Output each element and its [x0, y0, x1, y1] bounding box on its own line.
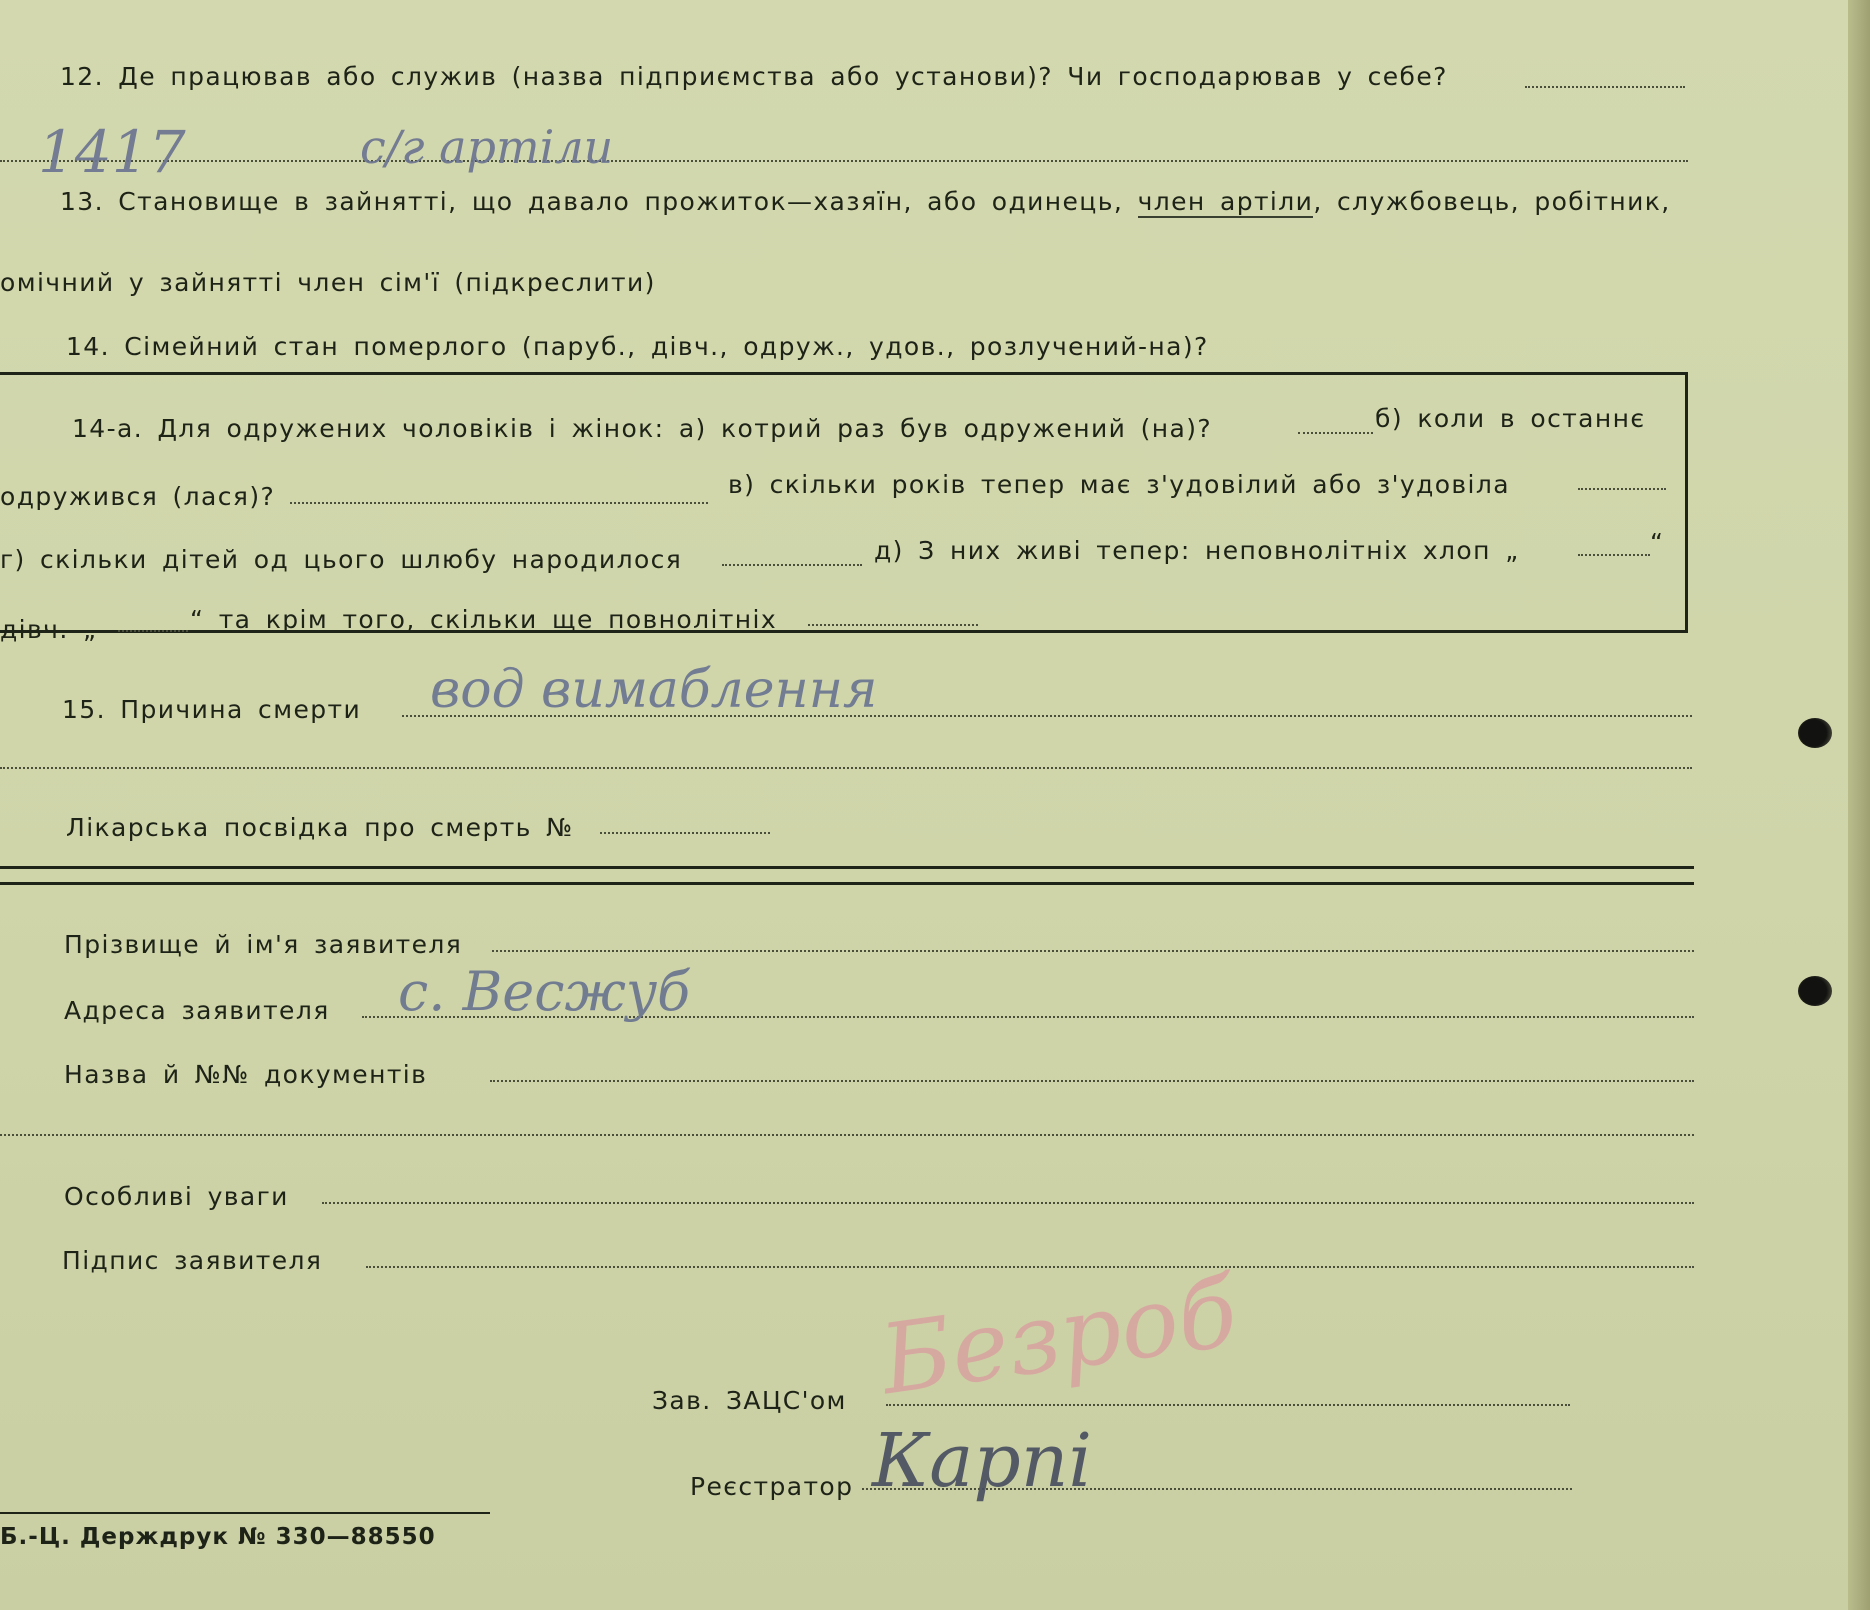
question-13-text-end: , службовець, робітник, — [1313, 187, 1671, 216]
zags-head-label: Зав. ЗАЦС'ом — [652, 1386, 847, 1415]
answer-line-14a-g — [808, 624, 978, 626]
answer-line-12 — [1525, 86, 1685, 88]
section-rule-1 — [0, 866, 1694, 869]
answer-line-12b — [0, 160, 1688, 162]
section-rule-2 — [0, 882, 1694, 885]
answer-line-14a-e — [1578, 554, 1650, 556]
answer-line-name — [492, 950, 1694, 952]
applicant-signature: Підпис заявителя — [62, 1246, 323, 1275]
answer-line-14a-f — [118, 630, 188, 632]
handwritten-answer-15: вод вимаблення — [430, 660, 878, 720]
answer-line-15b — [0, 767, 1692, 769]
question-13-continuation: омічний у зайнятті член сім'ї (підкреслити) — [0, 268, 656, 297]
question-15: 15. Причина смерти — [62, 695, 362, 724]
answer-line-documents — [490, 1080, 1694, 1082]
registrar-label: Реєстратор — [690, 1472, 854, 1501]
answer-line-documents-b — [0, 1134, 1694, 1136]
question-14a-line1-b: б) коли в останнє — [1375, 404, 1646, 433]
question-14a-line3: г) скільки дітей од цього шлюбу народилося — [0, 545, 683, 574]
box-top-rule — [0, 372, 1688, 375]
question-13 — [60, 187, 1671, 217]
medical-certificate: Лікарська посвідка про смерть № — [66, 813, 574, 842]
applicant-name: Прізвище й ім'я заявителя — [64, 930, 463, 959]
printer-imprint: Б.-Ц. Держдрук № 330—88550 — [0, 1524, 436, 1550]
red-stamp: Безроб — [873, 1255, 1244, 1417]
handwritten-address: с. Весжуб — [398, 960, 691, 1023]
answer-line-medical — [600, 832, 770, 834]
question-14a-line4: дівч. „ — [0, 615, 98, 644]
question-13-text: 13. Становище в зайнятті, що давало прожиток—хазяїн, або одинець, — [60, 187, 1124, 216]
applicant-address: Адреса заявителя — [64, 996, 330, 1025]
handwritten-number-12: 1417 — [38, 118, 186, 186]
question-14a-line1: 14-а. Для одружених чоловіків і жінок: а) котрий раз був одружений (на)? — [72, 414, 1213, 443]
answer-line-14a-b — [290, 502, 708, 504]
registrar-signature: Карпі — [872, 1418, 1093, 1504]
question-14a-line3-c: “ — [1650, 528, 1665, 557]
question-14a-line2: одружився (лася)? — [0, 482, 276, 511]
punch-hole-2 — [1798, 976, 1832, 1006]
answer-line-notes — [322, 1202, 1694, 1204]
handwritten-answer-12: с/г артіли — [360, 120, 614, 174]
applicant-documents: Назва й №№ документів — [64, 1060, 428, 1089]
answer-line-14a-c — [1578, 488, 1666, 490]
answer-line-14a-d — [722, 564, 862, 566]
question-14: 14. Сімейний стан померлого (паруб., дівч., одруж., удов., розлучений-на)? — [66, 332, 1209, 361]
question-14a-line3-b: д) З них живі тепер: неповнолітніх хлоп „ — [874, 536, 1520, 565]
question-12: 12. Де працював або служив (назва підприємства або установи)? Чи господарював у себе? — [60, 62, 1448, 91]
punch-hole-1 — [1798, 718, 1832, 748]
answer-line-head — [886, 1404, 1570, 1406]
footer-rule — [0, 1512, 490, 1514]
box-right-rule — [1685, 372, 1688, 630]
question-14a-line2-b: в) скільки років тепер має з'удовілий або з'удовіла — [728, 470, 1510, 499]
question-14a-line4-b: “ та крім того, скільки ще повнолітніх — [190, 605, 778, 634]
page-edge — [1848, 0, 1870, 1610]
applicant-notes: Особливі уваги — [64, 1182, 289, 1211]
answer-line-signature — [366, 1266, 1694, 1268]
question-13-underlined: член артіли — [1137, 187, 1314, 216]
answer-line-14a-a — [1298, 432, 1373, 434]
